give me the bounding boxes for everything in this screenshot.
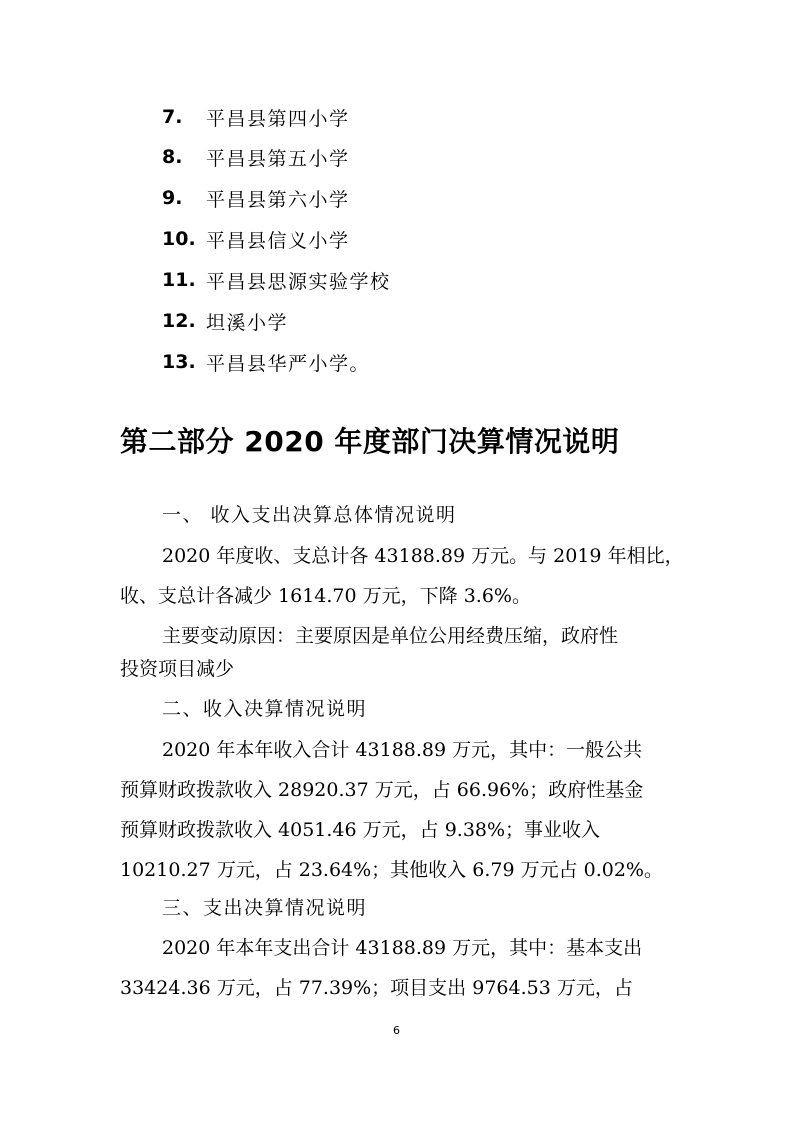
part-title: 第二部分 2020 年度部门决算情况说明 (120, 425, 620, 458)
list-item (162, 347, 370, 377)
section-heading: 二、收入决算情况说明 (162, 698, 368, 720)
list-text: 平昌县第六小学 (206, 188, 350, 211)
list-item (162, 265, 391, 295)
list-item (162, 224, 350, 254)
list-text: 坦溪小学 (206, 311, 289, 334)
list-number: 13. (162, 351, 196, 373)
list-number: 11. (162, 269, 196, 291)
page-number: 6 (393, 1024, 400, 1037)
paragraph-line: 33424.36 万元，占 77.39%；项目支出 9764.53 万元，占 (120, 977, 633, 999)
paragraph-line: 2020 年度收、支总计各 43188.89 万元。与 2019 年相比， (162, 545, 684, 567)
list-number: 10. (162, 228, 196, 250)
list-number: 8. (162, 146, 183, 168)
list-item (162, 142, 350, 172)
list-item (162, 306, 288, 336)
section-heading: 三、支出决算情况说明 (162, 897, 368, 919)
list-text: 平昌县信义小学 (206, 229, 350, 252)
paragraph-line: 2020 年本年支出合计 43188.89 万元，其中：基本支出 (162, 937, 643, 959)
paragraph-line: 2020 年本年收入合计 43188.89 万元，其中：一般公共 (162, 739, 643, 761)
list-number: 7. (162, 106, 183, 128)
list-item (162, 183, 350, 213)
list-text: 平昌县第四小学 (206, 107, 350, 130)
list-number: 9. (162, 187, 183, 209)
section-heading: 一、 收入支出决算总体情况说明 (162, 504, 457, 526)
paragraph-line: 投资项目减少 (120, 658, 235, 680)
list-text: 平昌县思源实验学校 (206, 270, 391, 293)
list-text: 平昌县第五小学 (206, 147, 350, 170)
paragraph-line: 10210.27 万元，占 23.64%；其他收入 6.79 万元占 0.02%。 (120, 859, 663, 881)
list-number: 12. (162, 310, 196, 332)
list-item (162, 102, 350, 132)
list-text: 平昌县华严小学。 (206, 352, 371, 375)
paragraph-line: 收、支总计各减少 1614.70 万元，下降 3.6%。 (120, 585, 531, 607)
paragraph-line: 预算财政拨款收入 4051.46 万元，占 9.38%；事业收入 (120, 819, 601, 841)
paragraph-line: 主要变动原因：主要原因是单位公用经费压缩，政府性 (162, 625, 619, 647)
paragraph-line: 预算财政拨款收入 28920.37 万元，占 66.96%；政府性基金 (120, 779, 644, 801)
